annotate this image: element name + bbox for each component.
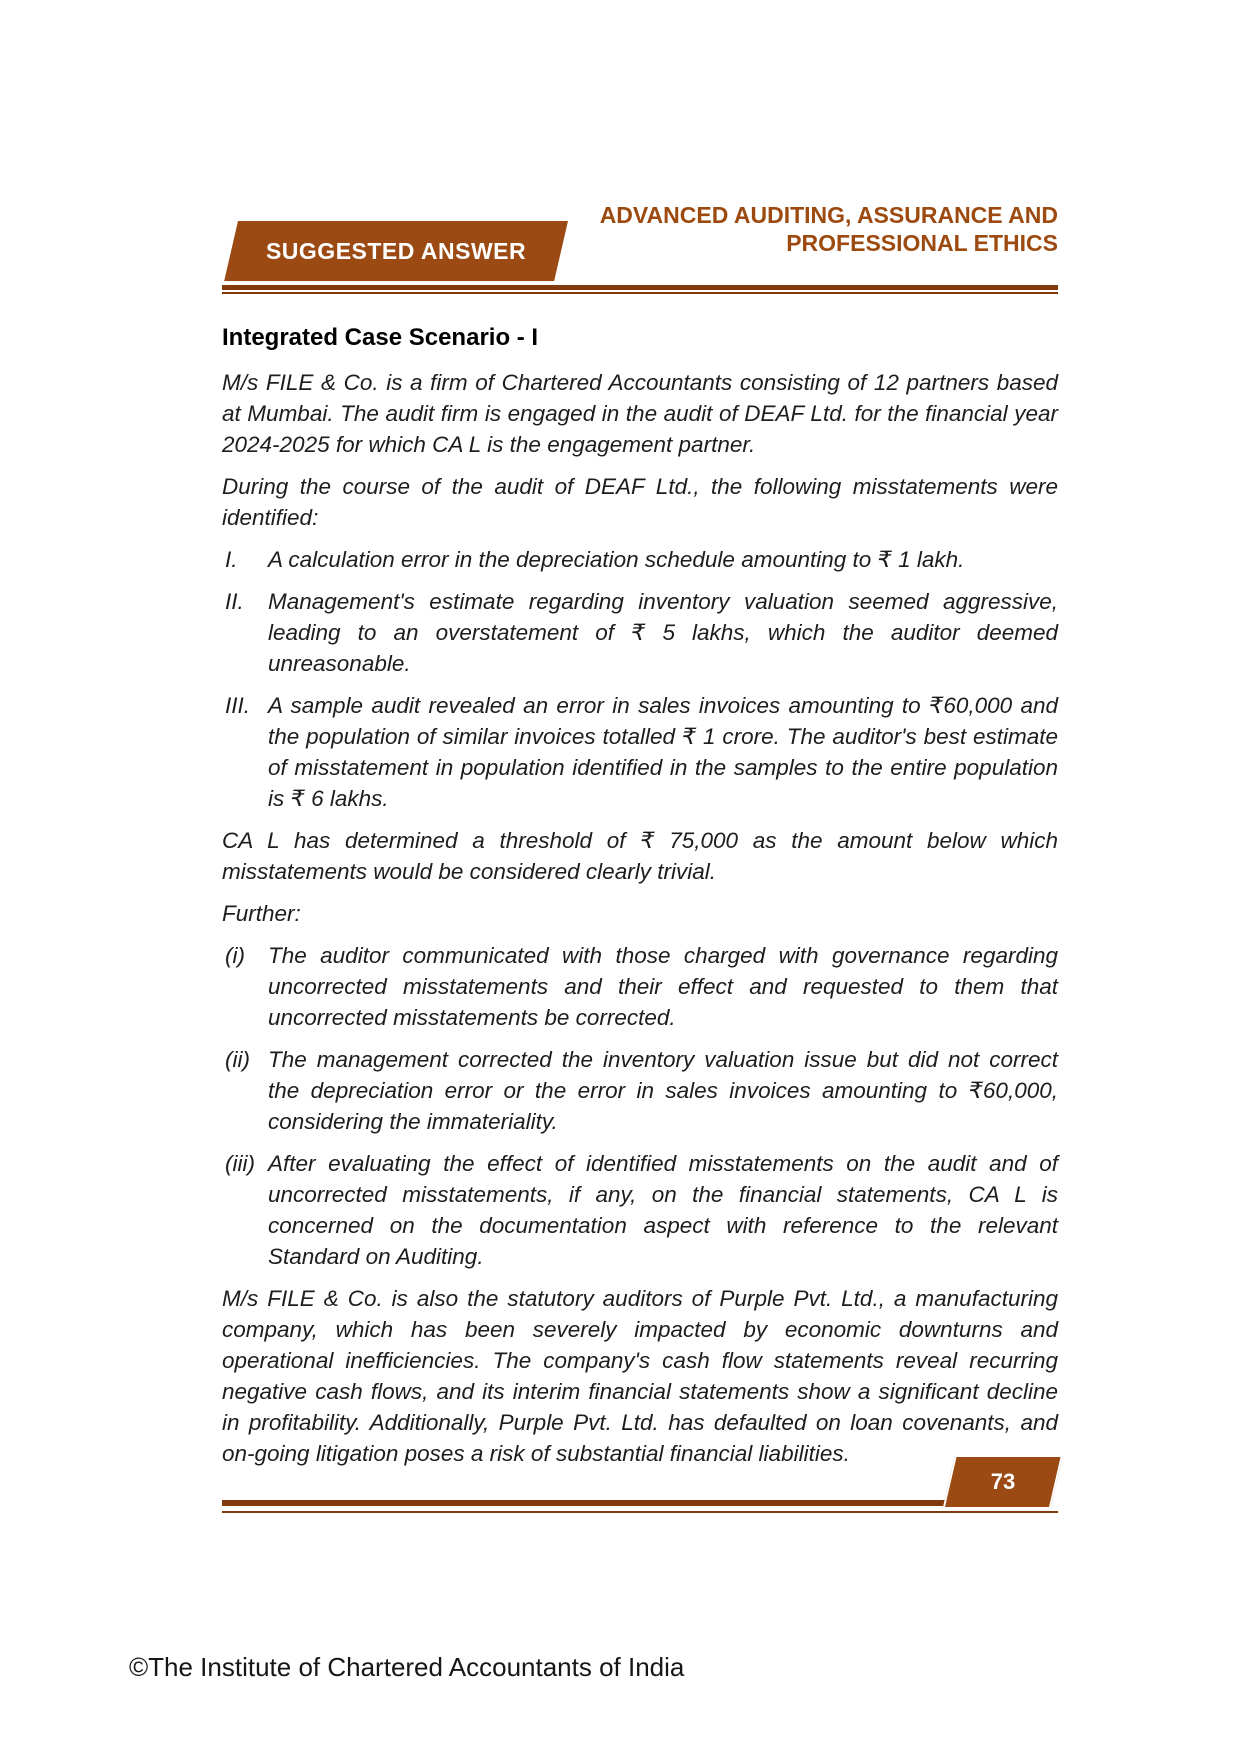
list-marker: (i)	[225, 943, 245, 968]
paragraph	[222, 471, 1058, 533]
header-divider	[222, 285, 1058, 294]
paragraph	[222, 544, 1058, 575]
paragraph	[222, 690, 1058, 814]
paragraph	[222, 367, 1058, 460]
page-title	[538, 201, 1058, 257]
paragraph	[222, 586, 1058, 679]
paragraph-text: After evaluating the effect of identified misstatements on the audit and of uncorrected misstatements, if any, on the financial statements, CA L is concerned on the documentation aspect with reference to the relevant Standard on Auditing.	[268, 1151, 1058, 1269]
page-title-line2: PROFESSIONAL ETHICS	[786, 230, 1058, 256]
paragraph-text: Further:	[222, 901, 301, 926]
page-title-line1: ADVANCED AUDITING, ASSURANCE AND	[599, 202, 1058, 228]
paragraph-text: M/s FILE & Co. is a firm of Chartered Accountants consisting of 12 partners based at Mumbai. The audit firm is engaged in the audit of DEAF Ltd. for the financial year 2024-2025 for which CA L is the engagement partner.	[222, 370, 1058, 457]
page-number-badge	[943, 1455, 1063, 1509]
section-heading: Integrated Case Scenario - I	[222, 324, 539, 351]
paragraph	[222, 825, 1058, 887]
list-marker: III.	[225, 693, 251, 718]
paragraph	[222, 1283, 1058, 1469]
footer-thin-rule	[222, 1511, 1058, 1513]
page-number: 73	[990, 1469, 1016, 1494]
paragraph	[222, 898, 1058, 929]
paragraph-text: The auditor communicated with those charged with governance regarding uncorrected misstatements and their effect and requested to them that uncorrected misstatements be corrected.	[268, 943, 1058, 1030]
paragraph-text: Management's estimate regarding inventory valuation seemed aggressive, leading to an overstatement of ₹ 5 lakhs, which the auditor deemed unreasonable.	[268, 589, 1058, 676]
paragraph-list	[222, 367, 1058, 1469]
suggested-answer-banner	[224, 221, 568, 281]
document-body	[222, 322, 1058, 1480]
paragraph-text: M/s FILE & Co. is also the statutory auditors of Purple Pvt. Ltd., a manufacturing company, which has been severely impacted by economic downturns and operational inefficiencies. The company's cash flow statements reveal recurring negative cash flows, and its interim financial statements show a significant decline in profitability. Additionally, Purple Pvt. Ltd. has defaulted on loan covenants, and on-going litigation poses a risk of substantial financial liabilities.	[222, 1286, 1058, 1466]
footer-thick-rule	[222, 1500, 982, 1506]
list-marker: (ii)	[225, 1047, 250, 1072]
copyright-notice: ©The Institute of Chartered Accountants of India	[129, 1652, 685, 1682]
paragraph	[222, 1044, 1058, 1137]
paragraph	[222, 1148, 1058, 1272]
banner-label: SUGGESTED ANSWER	[265, 237, 527, 264]
list-marker: II.	[225, 589, 244, 614]
paragraph	[222, 940, 1058, 1033]
paragraph-text: A sample audit revealed an error in sales invoices amounting to ₹60,000 and the population of similar invoices totalled ₹ 1 crore. The auditor's best estimate of misstatement in population identified in the samples to the entire population is ₹ 6 lakhs.	[268, 693, 1058, 811]
paragraph-text: CA L has determined a threshold of ₹ 75,000 as the amount below which misstatements would be considered clearly trivial.	[222, 828, 1058, 884]
list-marker: I.	[225, 547, 238, 572]
paragraph-text: The management corrected the inventory valuation issue but did not correct the depreciation error or the error in sales invoices amounting to ₹60,000, considering the immateriality.	[268, 1047, 1058, 1134]
paragraph-text: A calculation error in the depreciation schedule amounting to ₹ 1 lakh.	[268, 547, 965, 572]
list-marker: (iii)	[225, 1151, 255, 1176]
paragraph-text: During the course of the audit of DEAF Ltd., the following misstatements were identified:	[222, 474, 1058, 530]
